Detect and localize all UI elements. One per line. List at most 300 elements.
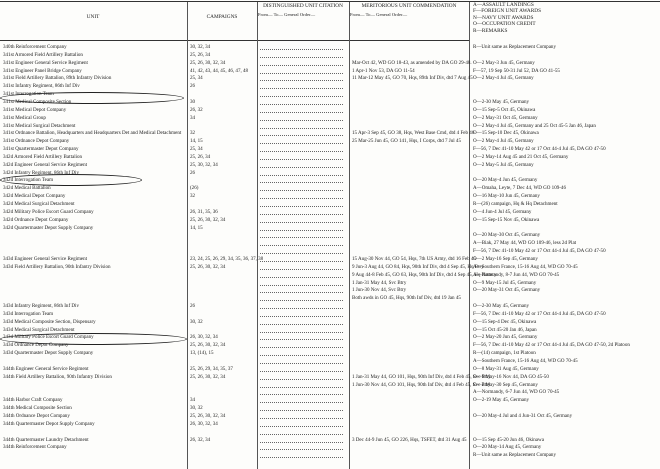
campaigns-cell: 34: [190, 114, 196, 121]
handdrawn-circle: [0, 92, 184, 104]
remarks-cell: O—2 May-30 Sep 45, Germany: [473, 381, 538, 388]
blank-line: [316, 295, 343, 301]
blank-line: [316, 358, 343, 364]
unit-cell: 344th Engineer General Service Regiment: [3, 365, 89, 372]
blank-line: [260, 452, 287, 458]
remarks-cell: O—20 May-4 Jul and 4 Jun-31 Oct 45, Germany: [473, 412, 573, 419]
unit-cell: 344th Harbor Craft Company: [3, 397, 63, 404]
remarks-cell: O—2-19 May 45, Germany: [473, 397, 530, 404]
blank-line: [316, 44, 343, 50]
unit-cell: 341st Engineer Panel Bridge Company: [3, 67, 82, 74]
campaigns-cell: 26: [190, 303, 196, 310]
blank-line: [260, 397, 287, 403]
blank-line: [288, 319, 315, 325]
muc-cell: Mar-Oct 42, WD GO 18-43, as amended by DA GO 29-48.: [352, 59, 472, 66]
blank-line: [260, 240, 287, 246]
blank-line: [288, 52, 315, 58]
blank-line: [316, 437, 343, 443]
blank-line: [260, 303, 287, 309]
campaigns-cell: 25, 30, 32, 34: [190, 161, 218, 168]
award-legend: [473, 2, 660, 34]
blank-line: [288, 240, 315, 246]
remarks-cell: F—56, 7 Dec 41-10 May 42 or 17 Oct 44-4 Jul 45, DA GO 47-50: [473, 310, 606, 317]
legend-item: N—NAVY UNIT AWARDS: [473, 14, 534, 21]
remarks-cell: R—Unit same as Replacement Company: [473, 452, 556, 459]
muc-cell: 1 Jan-31 May 44, Svc Btry: [352, 279, 407, 286]
remarks-cell: F—57, 19 Sep 50-31 Jul 52, DA GO 41-55: [473, 67, 560, 74]
remarks-cell: O—15 Sep 45-20 Jun 46, Okinawa: [473, 436, 544, 443]
remarks-cell: O—2-30 May 45, Germany: [473, 98, 530, 105]
unit-cell: 344th Ordnance Depot Company: [3, 412, 70, 419]
unit-cell: 341st Medical Surgical Detachment: [3, 122, 76, 129]
remarks-cell: O—15 Oct 45-20 Jan 46, Japan: [473, 326, 537, 333]
blank-line: [288, 232, 315, 238]
blank-line: [288, 327, 315, 333]
remarks-cell: O—9 May-16 Nov 44, DA GO 45-50: [473, 373, 549, 380]
campaigns-cell: 41, 42, 43, 44, 45, 46, 47, 48: [190, 67, 249, 74]
blank-line: [260, 256, 287, 262]
blank-line: [316, 83, 343, 89]
blank-line: [316, 240, 343, 246]
blank-line: [316, 209, 343, 215]
blank-line: [260, 342, 287, 348]
blank-line: [288, 334, 315, 340]
remarks-cell: O—15 Sep-4 Dec 45, Okinawa: [473, 318, 537, 325]
blank-line: [316, 256, 343, 262]
unit-cell: 343d Military Police Escort Guard Company: [3, 334, 94, 341]
campaigns-cell: 26, 32, 34: [190, 436, 211, 443]
legend-item: F—FOREIGN UNIT AWARDS: [473, 8, 542, 15]
campaigns-cell: 25, 34: [190, 75, 203, 82]
blank-line: [288, 107, 315, 113]
blank-line: [260, 350, 287, 356]
blank-line: [316, 217, 343, 223]
blank-line: [316, 75, 343, 81]
blank-line: [288, 75, 315, 81]
remarks-cell: O—16 May-10 Jun 45, Germany: [473, 193, 540, 200]
blank-line: [260, 295, 287, 301]
unit-cell: 344th Field Artillery Battalion, 90th Infantry Division: [3, 373, 112, 380]
blank-line: [288, 138, 315, 144]
remarks-cell: O—2 May-4 Jul 45, Germany: [473, 138, 534, 145]
blank-line: [260, 334, 287, 340]
blank-line: [260, 311, 287, 317]
remarks-cell: O—20 May-4 Jun 45, Germany: [473, 177, 538, 184]
blank-line: [316, 374, 343, 380]
blank-line: [288, 421, 315, 427]
duc-column-header: [258, 0, 348, 43]
blank-line: [316, 248, 343, 254]
blank-line: [316, 334, 343, 340]
unit-cell: 341st Engineer General Service Regiment: [3, 59, 88, 66]
blank-line: [288, 295, 315, 301]
blank-line: [288, 366, 315, 372]
muc-cell: 11 Mar-12 May 45, GO 70, Hqs, 89th Inf Div, dtd 7 Aug 45: [352, 75, 473, 82]
blank-line: [316, 138, 343, 144]
unit-cell: 342d Engineer General Service Regiment: [3, 161, 88, 168]
blank-line: [260, 319, 287, 325]
campaigns-cell: 34: [190, 397, 196, 404]
blank-line: [316, 311, 343, 317]
blank-line: [316, 382, 343, 388]
unit-cell: 344th Reinforcement Company: [3, 444, 67, 451]
blank-line: [288, 162, 315, 168]
blank-line: [260, 193, 287, 199]
blank-line: [316, 99, 343, 105]
blank-line: [260, 413, 287, 419]
blank-line: [316, 452, 343, 458]
blank-line: [288, 177, 315, 183]
blank-line: [288, 280, 315, 286]
remarks-cell: A—Biak, 27 May 44, WD GO 109-46, less 2d Plat: [473, 240, 577, 247]
blank-line: [288, 452, 315, 458]
blank-line: [288, 405, 315, 411]
blank-line: [288, 44, 315, 50]
remarks-cell: R—(14) campaign, 1st Platoon: [473, 350, 536, 357]
blank-line: [288, 217, 315, 223]
blank-line: [288, 311, 315, 317]
blank-line: [260, 99, 287, 105]
muc-column-header: [350, 0, 468, 43]
muc-cell: 15 Aug-30 Nov 44, GO 54, Hqs, 7th US Army, dtd 16 Feb 45: [352, 255, 477, 262]
unit-cell: 341st Quartermaster Depot Company: [3, 146, 79, 153]
blank-line: [260, 130, 287, 136]
blank-line: [288, 350, 315, 356]
remarks-cell: O—2-30 May 45, Germany: [473, 303, 530, 310]
blank-line: [260, 382, 287, 388]
blank-line: [288, 358, 315, 364]
blank-line: [316, 272, 343, 278]
remarks-cell: O—15 Sep-10 Dec 45, Okinawa: [473, 130, 539, 137]
muc-cell: 9 Aug 44-8 Feb 45, GO 63, Hqs, 90th Inf Div, dtd 4 Sep 45, Hq Battery: [352, 271, 497, 278]
blank-line: [260, 201, 287, 207]
unit-cell: 342d Military Police Escort Guard Company: [3, 208, 94, 215]
blank-line: [316, 421, 343, 427]
blank-line: [316, 225, 343, 231]
remarks-cell: F—56, 7 Dec 41-10 May 42 or 17 Oct 44-4 Jul 45, DA GO 47-50: [473, 146, 606, 153]
campaigns-cell: 26, 31, 35, 36: [190, 208, 218, 215]
campaigns-cell: 25, 26, 34: [190, 153, 211, 160]
blank-line: [260, 225, 287, 231]
blank-line: [260, 287, 287, 293]
remarks-cell: O—8 May-31 Aug 45, Germany: [473, 365, 539, 372]
blank-line: [316, 177, 343, 183]
blank-line: [316, 162, 343, 168]
blank-line: [316, 170, 343, 176]
remarks-cell: O—2 May-5 Jul 45, Germany: [473, 161, 534, 168]
blank-line: [288, 429, 315, 435]
unit-cell: 341st Medical Composite Section: [3, 98, 72, 105]
campaigns-cell: 26: [190, 83, 196, 90]
blank-line: [260, 389, 287, 395]
muc-cell: 1 Jan-31 May 44, GO 101, Hqs, 90th Inf Div, dtd 4 Feb 45, Svc Btry: [352, 373, 491, 380]
remarks-cell: A—Omaha, Leyte, 7 Dec 44, WD GO 109-46: [473, 185, 566, 192]
blank-line: [288, 68, 315, 74]
unit-cell: 343d Field Artillery Battalion, 90th Infantry Division: [3, 263, 111, 270]
blank-line: [260, 209, 287, 215]
muc-cell: Both awds in GO 45, Hqs, 90th Inf Div, dtd 19 Jan 45: [352, 295, 461, 302]
blank-line: [260, 123, 287, 129]
blank-line: [316, 193, 343, 199]
unit-cell: 342d Armored Field Artillery Battalion: [3, 153, 83, 160]
blank-line: [260, 429, 287, 435]
blank-line: [288, 397, 315, 403]
remarks-cell: O—20 May-30 Oct 45, Germany: [473, 232, 541, 239]
remarks-cell: F—56, 7 Dec 41-10 May 42 or 17 Oct 44-4 Jul 45, DA GO 47-50: [473, 248, 606, 255]
handdrawn-circle: [0, 333, 187, 345]
blank-line: [316, 185, 343, 191]
muc-title: MERITORIOUS UNIT COMMENDATION: [361, 3, 457, 9]
unit-cell: 342d Medical Surgical Detachment: [3, 201, 75, 207]
blank-line: [288, 170, 315, 176]
remarks-cell: A—Southern France, 15-16 Aug 44, WD GO 70-45: [473, 263, 578, 270]
blank-line: [288, 287, 315, 293]
remarks-cell: F—56, 7 Dec 41-10 May 42 or 17 Oct 44-4 Jul 45, DA GO 47-50, 2d Platoon: [473, 342, 630, 349]
blank-line: [288, 130, 315, 136]
blank-line: [288, 437, 315, 443]
duc-cell: [260, 452, 345, 460]
duc-title: DISTINGUISHED UNIT CITATION: [263, 3, 343, 9]
unit-cell: 342d Ordnance Depot Company: [3, 216, 69, 223]
remarks-cell: O—15 Sep-15 Nov 45, Okinawa: [473, 216, 540, 223]
blank-line: [288, 272, 315, 278]
campaigns-cell: 25, 26, 30, 32, 34: [190, 342, 226, 349]
campaigns-cell: 25, 26, 30, 32, 34: [190, 373, 226, 380]
legend-item: R—REMARKS: [473, 27, 508, 34]
campaigns-cell: 25, 26, 30, 32, 34: [190, 216, 226, 223]
duc-subheader: From— To— General Order—: [258, 12, 316, 18]
campaigns-cell: 23, 24, 25, 26, 29, 34, 35, 36, 37, 38: [190, 255, 264, 262]
blank-line: [260, 83, 287, 89]
remarks-cell: A—Normandy, 8-7 Jun 44, WD GO 70-45: [473, 271, 560, 278]
blank-line: [288, 264, 315, 270]
muc-cell: 1 Jun-30 Nov 44, Svc Btry: [352, 287, 407, 294]
blank-line: [260, 232, 287, 238]
blank-line: [316, 389, 343, 395]
campaigns-cell: 14, 15: [190, 138, 203, 145]
remarks-cell: O—2 May-31 Oct 45, Germany: [473, 114, 538, 121]
blank-line: [288, 185, 315, 191]
blank-line: [316, 201, 343, 207]
campaigns-cell: 25, 26, 30, 32, 34: [190, 59, 226, 66]
blank-line: [316, 319, 343, 325]
remarks-cell: R—(26) campaign, Hq & Hq Detachment: [473, 201, 558, 207]
blank-line: [288, 389, 315, 395]
unit-cell: 343d Medical Composite Section, Dispensary: [3, 318, 96, 325]
blank-line: [288, 225, 315, 231]
unit-cell: 343d Quartermaster Depot Supply Company: [3, 350, 94, 357]
campaigns-cell: 14, 15: [190, 224, 203, 231]
muc-cell: 15 Apr-3 Sep 45, GO 38, Hqs, West Base Cmd, dtd 4 Feb 46: [352, 130, 475, 137]
campaigns-cell: 25, 34: [190, 146, 203, 153]
blank-line: [260, 405, 287, 411]
blank-line: [288, 444, 315, 450]
blank-line: [260, 248, 287, 254]
legend-item: O—OCCUPATION CREDIT: [473, 21, 536, 28]
remarks-cell: A—Normandy, 6-7 Jun 44, WD GO 70-45: [473, 389, 560, 396]
campaigns-cell: 26, 30, 32, 34: [190, 334, 218, 341]
unit-cell: 343d Medical Surgical Detachment: [3, 326, 75, 333]
blank-line: [260, 280, 287, 286]
blank-line: [316, 429, 343, 435]
blank-line: [288, 123, 315, 129]
remarks-cell: O—2 May-14 Aug 45 and 21 Oct 45, Germany: [473, 153, 569, 160]
blank-line: [260, 162, 287, 168]
blank-line: [288, 154, 315, 160]
unit-cell: 341st Interrogation Team: [3, 91, 54, 98]
unit-cell: 343d Infantry Regiment, 86th Inf Div: [3, 303, 79, 310]
unit-column-header: UNIT: [86, 14, 100, 20]
blank-line: [260, 60, 287, 66]
blank-line: [288, 83, 315, 89]
handdrawn-circle: [0, 174, 142, 186]
blank-line: [260, 170, 287, 176]
blank-line: [316, 107, 343, 113]
muc-cell: 1 Jun-30 Nov 44, GO 101, Hqs, 90th Inf Div, dtd 4 Feb 45, Svc Btry: [352, 381, 491, 388]
blank-line: [316, 154, 343, 160]
remarks-cell: O—2 May-3 Jun 45, Germany: [473, 59, 535, 66]
blank-line: [288, 342, 315, 348]
blank-line: [260, 327, 287, 333]
unit-cell: 341st Medical Group: [3, 114, 46, 121]
blank-line: [260, 374, 287, 380]
remarks-cell: O—2 May-16 Sep 45, Germany: [473, 255, 538, 262]
unit-cell: 344th Quartermaster Depot Supply Company: [3, 420, 95, 427]
blank-line: [260, 68, 287, 74]
blank-line: [316, 91, 343, 97]
blank-line: [260, 138, 287, 144]
campaigns-cell: (26): [190, 185, 199, 192]
unit-cell: 342d Infantry Regiment, 86th Inf Div: [3, 169, 79, 176]
blank-line: [316, 303, 343, 309]
blank-line: [260, 52, 287, 58]
campaigns-cell: 32: [190, 130, 196, 137]
unit-cell: 340th Reinforcement Company: [3, 44, 67, 50]
blank-line: [288, 413, 315, 419]
campaigns-cell: 32: [190, 193, 196, 200]
unit-cell: 341st Field Artillery Battalion, 89th Infantry Division: [3, 75, 112, 82]
blank-line: [316, 232, 343, 238]
remarks-cell: O—2 May-20 Jun 45, Germany: [473, 334, 538, 341]
campaigns-cell: 25, 26, 34: [190, 51, 211, 58]
blank-line: [260, 91, 287, 97]
campaigns-cell: 25, 26, 29, 34, 35, 37: [190, 365, 233, 372]
blank-line: [260, 217, 287, 223]
campaigns-cell: 26, 32: [190, 106, 203, 113]
unit-cell: 341st Ordnance Depot Company: [3, 138, 70, 145]
blank-line: [260, 444, 287, 450]
blank-line: [316, 115, 343, 121]
legend-item: A—ASSAULT LANDINGS: [473, 2, 534, 8]
blank-line: [316, 130, 343, 136]
campaigns-cell: 25, 26, 30, 32, 34: [190, 263, 226, 270]
unit-cell: 342d Medical Depot Company: [3, 193, 66, 200]
campaigns-cell: 30, 32, 34: [190, 44, 211, 50]
blank-line: [288, 115, 315, 121]
blank-line: [288, 303, 315, 309]
unit-cell: 342d Interrogation Team: [3, 177, 54, 184]
blank-line: [260, 146, 287, 152]
blank-line: [260, 44, 287, 50]
blank-line: [260, 264, 287, 270]
campaigns-cell: 30: [190, 98, 196, 105]
unit-cell: 342d Quartermaster Depot Supply Company: [3, 224, 94, 231]
remarks-cell: O—9 May-15 Jul 45, Germany: [473, 279, 537, 286]
campaigns-cell: 25, 26, 30, 32, 34: [190, 412, 226, 419]
blank-line: [260, 154, 287, 160]
blank-line: [260, 185, 287, 191]
blank-line: [316, 68, 343, 74]
blank-line: [288, 382, 315, 388]
remarks-cell: O—2 May-4 Jul 45, Germany: [473, 75, 534, 82]
blank-line: [316, 146, 343, 152]
unit-cell: 343d Ordnance Depot Company: [3, 342, 69, 349]
blank-line: [316, 405, 343, 411]
campaigns-cell: 26, 30, 32, 34: [190, 420, 218, 427]
blank-line: [288, 209, 315, 215]
muc-subheader: From— To— General Order—: [350, 12, 408, 18]
blank-line: [260, 115, 287, 121]
blank-line: [288, 193, 315, 199]
table-row: [0, 452, 660, 466]
unit-cell: 343d Engineer General Service Regiment: [3, 255, 88, 262]
unit-cell: 341st Ordnance Battalion, Headquarters and Headquarters Det and Medical Detachment: [3, 130, 182, 137]
remarks-cell: O—15 Sep-5 Oct 45, Okinawa: [473, 106, 536, 113]
unit-cell: 341st Infantry Regiment, 86th Inf Div: [3, 83, 80, 90]
blank-line: [316, 123, 343, 129]
blank-line: [316, 327, 343, 333]
campaigns-cell: 30, 32: [190, 318, 203, 325]
unit-cell: 341st Armored Field Artillery Battalion: [3, 51, 83, 58]
campaigns-cell: 13, (14), 15: [190, 350, 214, 357]
blank-line: [288, 256, 315, 262]
muc-cell: 25 Mar-25 Jun 45, GO 141, Hqs, I Corps, dtd 7 Jul 45: [352, 138, 461, 145]
top-rule: [0, 1, 660, 2]
blank-line: [288, 91, 315, 97]
unit-cell: 342d Medical Battalion: [3, 185, 51, 192]
muc-cell: 3 Dec 44-9 Jun 45, GO 226, Hqs, TSFET, dtd 31 Aug 45: [352, 436, 467, 443]
blank-line: [260, 358, 287, 364]
blank-line: [316, 342, 343, 348]
remarks-cell: O—2 May-4 Jul 45, Germany and 25 Oct 45-5 Jan 46, Japan: [473, 122, 596, 129]
blank-line: [260, 437, 287, 443]
muc-cell: 1 Apr-1 Nov 53, DA GO 11-54: [352, 67, 415, 74]
blank-line: [260, 177, 287, 183]
campaigns-column-header: CAMPAIGNS: [206, 14, 238, 20]
blank-line: [316, 350, 343, 356]
blank-line: [316, 264, 343, 270]
remarks-cell: R—Unit same as Replacement Company: [473, 44, 556, 50]
blank-line: [316, 280, 343, 286]
unit-cell: 344th Quartermaster Laundry Detachment: [3, 436, 89, 443]
blank-line: [316, 287, 343, 293]
blank-line: [260, 366, 287, 372]
blank-line: [288, 146, 315, 152]
unit-cell: 341st Medical Depot Company: [3, 106, 67, 113]
blank-line: [260, 107, 287, 113]
blank-line: [288, 248, 315, 254]
remarks-cell: O—20 May-14 Aug 45, Germany: [473, 444, 542, 451]
blank-line: [260, 75, 287, 81]
muc-cell: 9 Jun-3 Aug 44, GO 84, Hqs, 90th Inf Div, dtd 4 Sep 45, Hq Btry: [352, 263, 484, 270]
unit-cell: 343d Interrogation Team: [3, 310, 54, 317]
blank-line: [288, 374, 315, 380]
remarks-cell: O—4 Jun-4 Jul 45, Germany: [473, 208, 532, 215]
blank-line: [260, 421, 287, 427]
blank-line: [316, 444, 343, 450]
blank-line: [288, 99, 315, 105]
blank-line: [316, 60, 343, 66]
